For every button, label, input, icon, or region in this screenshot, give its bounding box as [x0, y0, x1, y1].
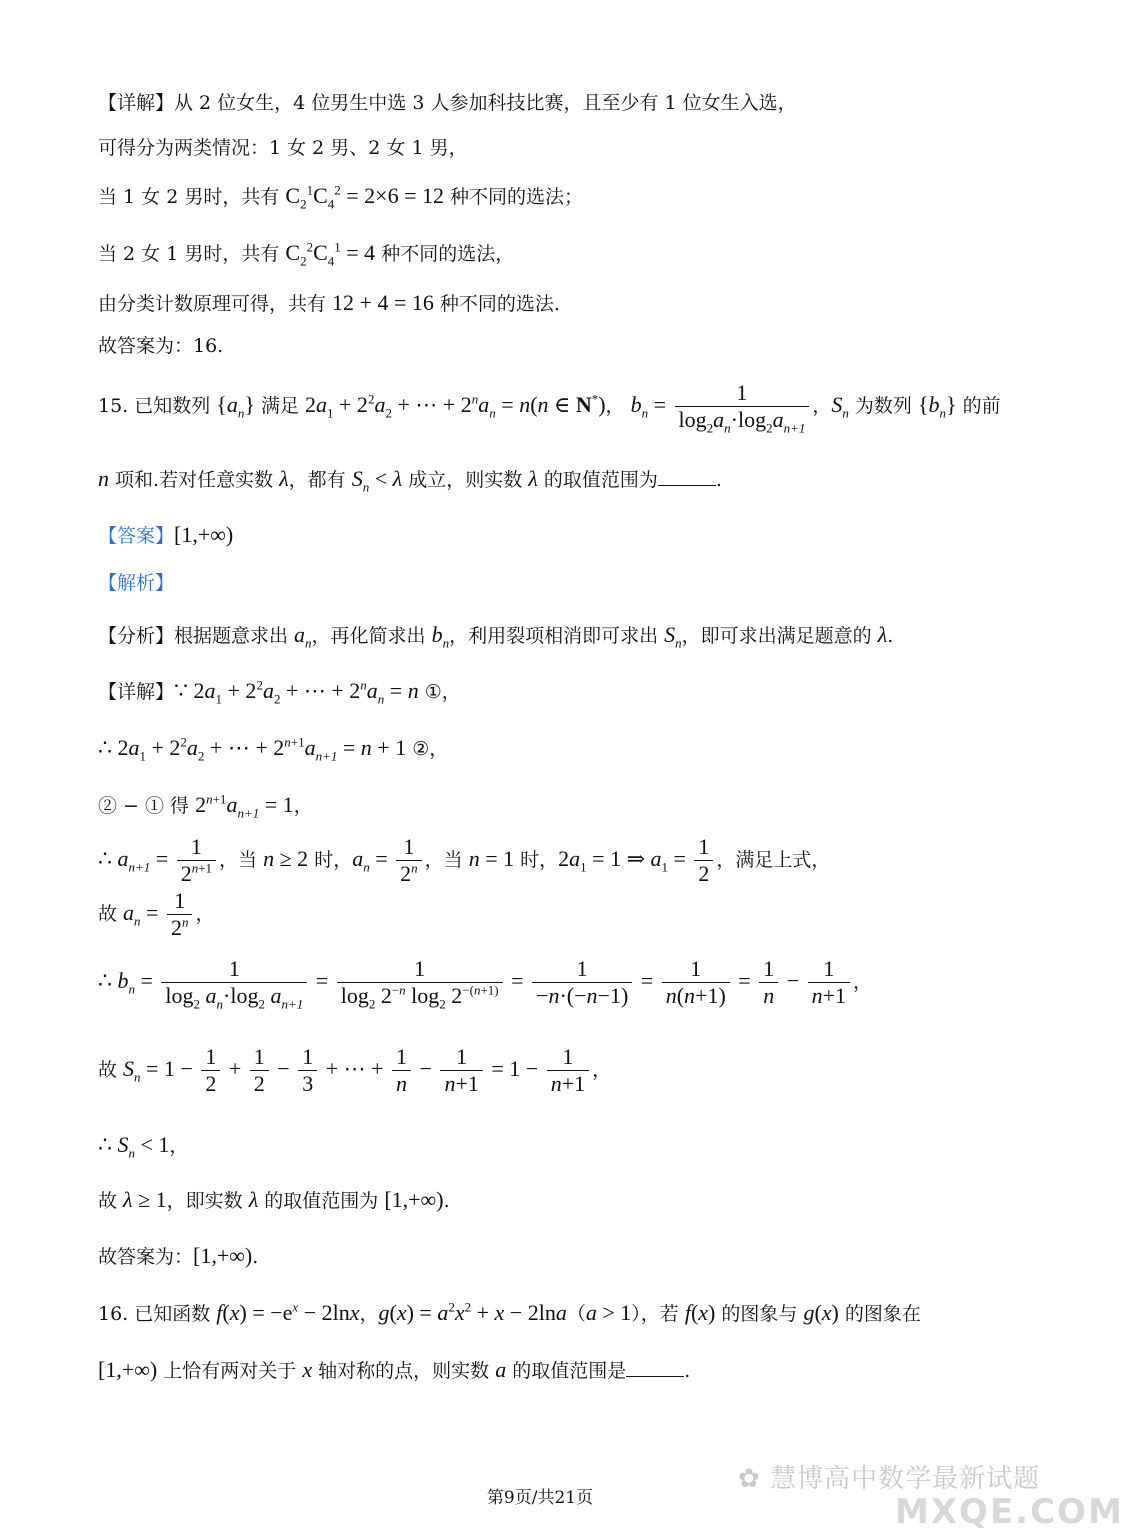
- solution-line: ∴ $b_n$ = $\frac{1}{\log_2 a_n\cdot\log_2 a_{n+1}}$ = $\frac{1}{\log_2 2^{-n} \log_2 2^{-(n+1)}}$ = $\frac{1}{-n\cdot(-n-1)}$ = $\frac{1}{n(n+1)}$ = $\frac{1}{n}$ − $\frac{1}{n+1}$ ，: [98, 956, 873, 1012]
- solution-text-line: 可得分为两类情况：1 女 2 男、2 女 1 男，: [98, 137, 468, 159]
- solution-line: ∴ $S_n < 1$，: [98, 1132, 189, 1161]
- analysis-line: 【分析】根据题意求出 $a_n$，再化简求出 $b_n$，利用裂项相消即可求出 $S_n$，即可求出满足题意的 λ.: [98, 622, 894, 651]
- solution-line: 故 λ ≥ 1，即实数 λ 的取值范围为 [1,+∞).: [98, 1187, 450, 1212]
- solution-text-line: 由分类计数原理可得，共有 12 + 4 = 16 种不同的选法.: [98, 290, 560, 315]
- answer-line: 故答案为：[1,+∞).: [98, 1243, 259, 1268]
- solution-line: ② − ① 得 $2^{n+1}a_{n+1} = 1$，: [98, 791, 313, 821]
- question-15-line: 15. 已知数列 $\{a_n\}$ 满足 $2a_1 + 2^2a_2$ + ⋯ + $2^na_n = n(n$ ∈ N*)， $b_n$ = $\frac{1}{\log_2a_n\cdot\log_2a_{n+1}}$ ，$S_n$ 为数列 $\{b_n\}$ 的前: [98, 380, 1001, 436]
- wechat-icon: ✿: [738, 1464, 761, 1494]
- answer-label-line: 【答案】[1,+∞): [98, 522, 234, 547]
- question-16-line: 16. 已知函数 $f(x) = -e^x - 2\ln x$，$g(x) = a^2x^2 + x - 2\ln a(a > 1)$，若 f(x) 的图象与 g(x) 的图象在: [98, 1299, 921, 1325]
- solution-text-line: 当 2 女 1 男时，共有 $C_2^2C_4^1 = 4$ 种不同的选法，: [98, 239, 515, 269]
- page-footer: 第9页/共21页: [486, 1488, 594, 1508]
- solution-line: ∴ $2a_1 + 2^2a_2$ + ⋯ + $2^{n+1}a_{n+1} = n + 1$ ②，: [98, 734, 449, 764]
- question-15-line: n 项和.若对任意实数 λ，都有 $S_n < \lambda$ 成立，则实数 λ 的取值范围为 .: [98, 466, 722, 495]
- solution-text-line: 当 1 女 2 男时，共有 $C_2^1C_4^2 = 2\times 6 = 12$ 种不同的选法；: [98, 182, 584, 212]
- question-16-line: [1,+∞) 上恰有两对关于 x 轴对称的点，则实数 a 的取值范围是 .: [98, 1357, 691, 1382]
- watermark: ✿ 慧博高中数学最新试题: [738, 1464, 1041, 1494]
- analysis-label: 【解析】: [98, 572, 175, 594]
- solution-detail-line: 【详解】从 2 位女生，4 位男生中选 3 人参加科技比赛，且至少有 1 位女生入选，: [98, 92, 797, 114]
- answer-line: 故答案为：16.: [98, 335, 224, 357]
- solution-line: 【详解】∵ $2a_1 + 2^2a_2$ + ⋯ + $2^na_n = n$ ①，: [98, 677, 461, 707]
- watermark-site: MXQE.COM: [895, 1492, 1124, 1532]
- solution-line: ∴ $a_{n+1}$ = $\frac{1}{2^{n+1}}$ ，当 n ≥ 2 时，$a_n$ = $\frac{1}{2^n}$ ，当 n = 1 时，$2a_1 = 1$ ⇒ $a_1$ = $\frac{1}{2}$ ，满足上式，: [98, 834, 831, 886]
- solution-line: 故 $a_n$ = $\frac{1}{2^n}$ ，: [98, 888, 215, 940]
- solution-line: 故 $S_n = 1$ − $\frac{1}{2}$ + $\frac{1}{2}$ − $\frac{1}{3}$ + ⋯ + $\frac{1}{n}$ − $\frac{1}{n+1}$ = 1 − $\frac{1}{n+1}$ ，: [98, 1044, 612, 1096]
